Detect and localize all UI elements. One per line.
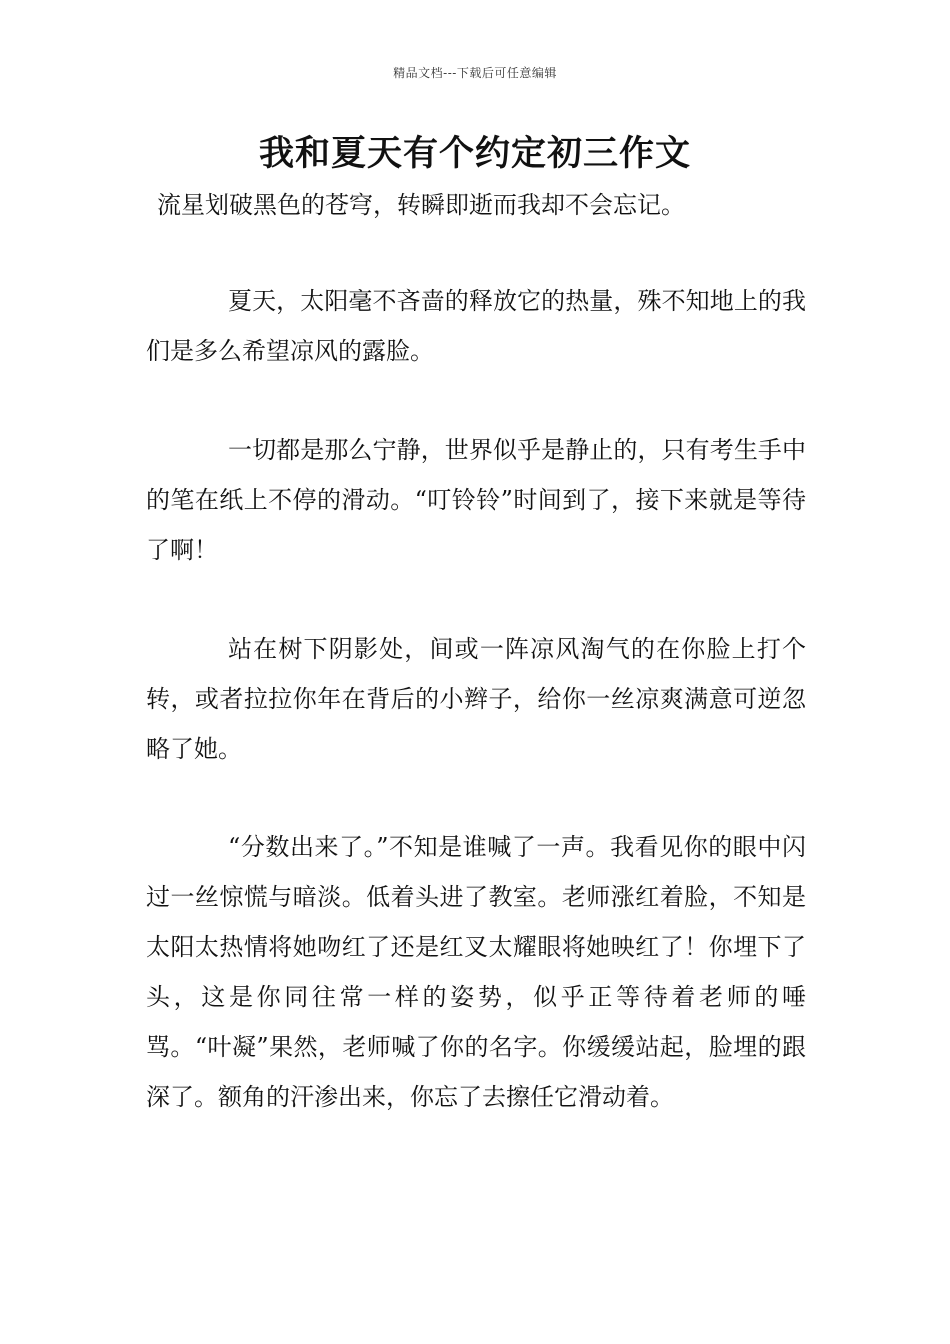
essay-title: 我和夏天有个约定初三作文: [258, 134, 691, 174]
paragraph-4: “分数出来了。”不知是谁喊了一声。我看见你的眼中闪过一丝惊慌与暗淡。低着头进了教室。老师涨红着脸，不知是太阳太热情将她吻红了还是红叉太耀眼将她映红了！你埋下了头，这是你同往常一样的姿势，似乎正等待着老师的唾骂。“叶凝”果然，老师喊了你的名字。你缓缓站起，脸埋的跟深了。额角的汗渗出来，你忘了去擦任它滑动着。: [146, 833, 806, 1111]
paragraph-3: 站在树下阴影处，间或一阵凉风淘气的在你脸上打个转，或者拉拉你年在背后的小辫子，给你一丝凉爽满意可逆忽略了她。: [146, 635, 806, 763]
paragraph-1: 夏天，太阳毫不吝啬的释放它的热量，殊不知地上的我们是多么希望凉风的露脸。: [146, 287, 806, 365]
paragraph-2: 一切都是那么宁静，世界似乎是静止的，只有考生手中的笔在纸上不停的滑动。“叮铃铃”时间到了，接下来就是等待了啊！: [146, 436, 806, 564]
page-header: 精品文档---下载后可任意编辑: [393, 66, 557, 80]
essay-subtitle: 流星划破黑色的苍穹，转瞬即逝而我却不会忘记。: [157, 191, 685, 219]
